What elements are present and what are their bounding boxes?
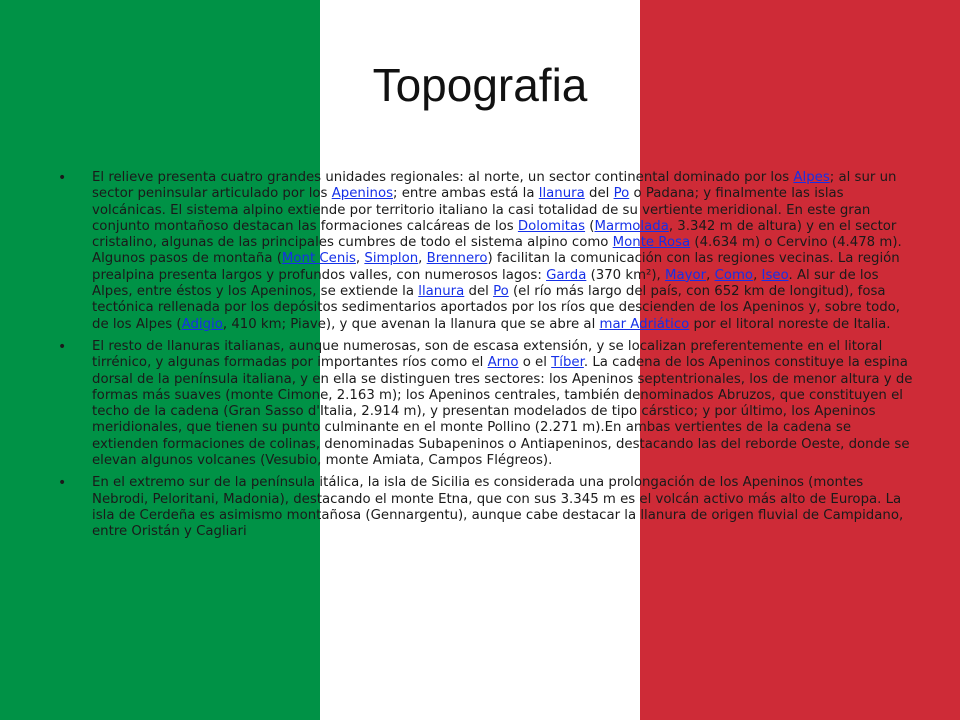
- link-po[interactable]: Po: [493, 284, 509, 300]
- link-brennero[interactable]: Brennero: [426, 251, 488, 267]
- paragraph-text: del: [584, 186, 614, 202]
- paragraph-text: (el río más largo del país, con 652 km de longitud), fosa tectónica rellenada por los depósitos sedimentarios aportados por los ríos que descienden de los Apeninos y, sobre todo, de los Alpes (: [92, 284, 901, 332]
- paragraph-text: del: [464, 284, 494, 300]
- slide-title: Topografia: [372, 59, 588, 111]
- link-llanura[interactable]: llanura: [418, 284, 465, 300]
- paragraph-text: El resto de llanuras italianas, aunque numerosas, son de escasa extensión, y se localizan preferentemente en el litoral tirrénico, y algunas formadas por importantes ríos como el: [92, 338, 883, 371]
- bullet-paragraph: [58, 170, 914, 333]
- paragraph-text: ; al sur un sector peninsular articulado por los: [92, 170, 897, 202]
- link-mayor[interactable]: Mayor: [665, 267, 707, 283]
- link-simplon[interactable]: Simplon: [364, 251, 419, 267]
- paragraph-text: ,: [418, 251, 427, 267]
- link-mont-cenis[interactable]: Mont Cenis: [281, 251, 356, 267]
- paragraph-text: , 410 km; Piave), y que avenan la llanura que se abre al: [222, 316, 600, 332]
- paragraph-text: (370 km²),: [586, 267, 665, 283]
- link-arno[interactable]: Arno: [487, 355, 519, 371]
- link-como[interactable]: Como: [714, 267, 754, 283]
- link-llanura[interactable]: llanura: [538, 186, 585, 202]
- link-monte-rosa[interactable]: Monte Rosa: [612, 235, 691, 251]
- paragraph-text: ; entre ambas está la: [393, 186, 539, 202]
- link-mar-adriático[interactable]: mar Adriático: [599, 316, 690, 332]
- link-alpes[interactable]: Alpes: [793, 170, 830, 185]
- paragraph-text: El relieve presenta cuatro grandes unidades regionales: al norte, un sector continental dominado por los: [92, 170, 794, 185]
- bullet-paragraph: [58, 339, 914, 469]
- paragraph-text: ) facilitan la comunicación con las regiones vecinas. La región prealpina presenta largos y profundos valles, con numerosos lagos:: [92, 251, 900, 283]
- paragraph-text: ,: [753, 267, 762, 283]
- paragraph-text: En el extremo sur de la península itálica, la isla de Sicilia es considerada una prolongación de los Apeninos (montes Nebrodi, Peloritani, Madonia), destacando el monte Etna, que con sus 3.345 m es el volcán activo más alto de Europa. La isla de Cerdeña es asimismo montañosa (Gennargentu), aunque cabe destacar la llanura de origen fluvial de Campidano, entre Oristán y Cagliari: [92, 475, 904, 540]
- paragraph-text: , 3.342 m de altura) y en el sector cristalino, algunas de las principales cumbres de todo el sistema alpino como: [92, 218, 897, 251]
- paragraph-text: (: [585, 218, 595, 234]
- link-dolomitas[interactable]: Dolomitas: [517, 218, 586, 234]
- paragraph-text: ,: [706, 267, 715, 283]
- paragraph-text: por el litoral noreste de Italia.: [689, 316, 891, 332]
- paragraph-text: . La cadena de los Apeninos constituye la espina dorsal de la península italiana, y en ella se distinguen tres sectores: los Apeninos septentrionales, los de menor altura y de formas más suaves (monte Cimone, 2.163 m); los Apeninos centrales, también denominados Abruzos, que constituyen el techo de la cadena (Gran Sasso d'Italia, 2.914 m), y presentan modelados de tipo cárstico; y por último, los Apeninos meridionales, que tienen su punto culminante en el monte Pollino (2.271 m).En ambas vertientes de la cadena se extienden formaciones de colinas, denominadas Subapeninos o Antiapeninos, destacando las del reborde Oeste, donde se elevan algunos volcanes (Vesubio, monte Amiata, Campos Flégreos).: [92, 355, 913, 469]
- bullet-paragraph: [58, 475, 914, 540]
- link-po[interactable]: Po: [613, 186, 630, 202]
- link-apeninos[interactable]: Apeninos: [331, 186, 394, 202]
- paragraph-text: ,: [355, 251, 365, 267]
- paragraph-text: (4.634 m) o Cervino (4.478 m). Algunos pasos de montaña (: [92, 235, 902, 267]
- link-garda[interactable]: Garda: [546, 267, 587, 283]
- paragraph-text: o el: [518, 355, 552, 371]
- paragraph-text: . Al sur de los Alpes, entre éstos y los Apeninos, se extiende la: [92, 267, 879, 300]
- link-tíber[interactable]: Tíber: [551, 355, 584, 371]
- link-iseo[interactable]: Iseo: [761, 267, 789, 283]
- paragraph-text: o Padana; y finalmente las islas volcánicas. El sistema alpino extiende por territorio italiano la casi totalidad de su vertiente meridional. En este gran conjunto montañoso destacan las formaciones calcáreas de los: [92, 186, 871, 234]
- link-adigio[interactable]: Adigio: [181, 316, 223, 332]
- bullet-list: [58, 170, 914, 547]
- link-marmolada[interactable]: Marmolada: [594, 218, 669, 234]
